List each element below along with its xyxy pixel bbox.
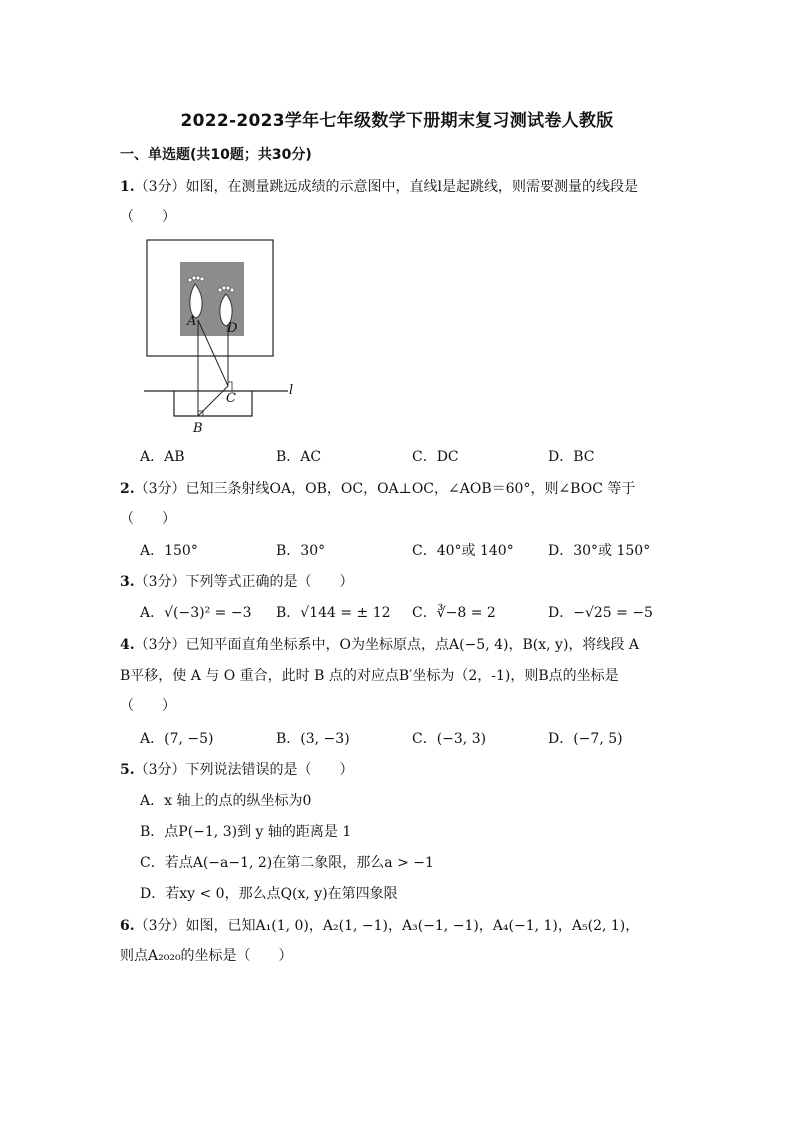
- question-1-option-d: D．BC: [548, 449, 595, 465]
- question-5-option-c: C．若点A(−a−1, 2)在第二象限，那么a > −1: [140, 855, 434, 871]
- question-text: （3分）已知平面直角坐标系中，O为坐标原点，点A(−5, 4)，B(x, y)，将线段 A: [134, 637, 639, 653]
- long-jump-figure: [140, 236, 300, 436]
- question-2-option-b: B．30°: [276, 543, 326, 559]
- question-2-option-a: A．150°: [140, 543, 198, 559]
- question-2-option-d: D．30°或 150°: [548, 543, 651, 559]
- question-6-stem: [120, 915, 639, 935]
- question-3-stem: [120, 571, 354, 591]
- question-number: 3.: [120, 574, 135, 590]
- question-6-stem-line2: 则点A₂₀₂₀的坐标是（ ）: [120, 948, 293, 964]
- right-angle-mark-C: [228, 382, 232, 391]
- question-1-option-c: C．DC: [412, 449, 459, 465]
- question-number: 1.: [120, 179, 135, 195]
- question-3-option-b: B．√144 = ± 12: [276, 605, 391, 621]
- question-5-option-b: B．点P(−1, 3)到 y 轴的距离是 1: [140, 824, 352, 840]
- question-4-option-b: B．(3, −3): [276, 731, 350, 747]
- question-4-option-d: D．(−7, 5): [548, 731, 623, 747]
- question-4-option-c: C．(−3, 3): [412, 731, 487, 747]
- question-4-blank: （ ）: [120, 698, 176, 714]
- page-title: 2022-2023学年七年级数学下册期末复习测试卷人教版: [180, 111, 614, 131]
- question-1-option-b: B．AC: [276, 449, 322, 465]
- question-5-stem: [120, 759, 354, 779]
- question-1-stem: [120, 176, 638, 196]
- label-B: B: [193, 421, 203, 436]
- question-5-option-d: D．若xy < 0，那么点Q(x, y)在第四象限: [140, 886, 398, 902]
- question-number: 5.: [120, 762, 135, 778]
- question-2-stem: [120, 478, 635, 498]
- question-4-option-a: A．(7, −5): [140, 731, 214, 747]
- question-2-blank: （ ）: [120, 511, 176, 527]
- question-text: （3分）如图，在测量跳远成绩的示意图中，直线l是起跳线，则需要测量的线段是: [134, 179, 639, 195]
- question-number: 2.: [120, 481, 135, 497]
- question-1-blank: （ ）: [120, 209, 176, 225]
- label-C: C: [226, 391, 236, 406]
- question-text: （3分）已知三条射线OA，OB，OC，OA⊥OC，∠AOB＝60°，则∠BOC 等于: [134, 481, 636, 497]
- question-text: （3分）下列说法错误的是（ ）: [134, 762, 354, 778]
- question-1-option-a: A．AB: [140, 449, 185, 465]
- question-3-option-c: C．∛−8 = 2: [412, 605, 496, 621]
- question-5-option-a: A．x 轴上的点的纵坐标为0: [140, 793, 312, 809]
- question-text: （3分）如图，已知A₁(1, 0)，A₂(1, −1)，A₃(−1, −1)，A₄(−1, 1)，A₅(2, 1)，: [134, 918, 640, 934]
- question-number: 4.: [120, 637, 135, 653]
- question-3-option-d: D．−√25 = −5: [548, 605, 653, 621]
- question-number: 6.: [120, 918, 135, 934]
- question-4-stem-line2: B平移，使 A 与 O 重合，此时 B 点的对应点B′坐标为（2，-1)，则B点的坐标是: [120, 668, 619, 684]
- takeoff-board: [174, 391, 252, 416]
- label-D: D: [227, 321, 238, 336]
- question-4-stem: [120, 634, 639, 654]
- section-heading: 一、单选题(共10题；共30分): [120, 147, 312, 163]
- question-3-option-a: A．√(−3)² = −3: [140, 605, 252, 621]
- question-2-option-c: C．40°或 140°: [412, 543, 514, 559]
- question-text: （3分）下列等式正确的是（ ）: [134, 574, 354, 590]
- label-l: l: [289, 383, 294, 398]
- label-A: A: [187, 314, 197, 329]
